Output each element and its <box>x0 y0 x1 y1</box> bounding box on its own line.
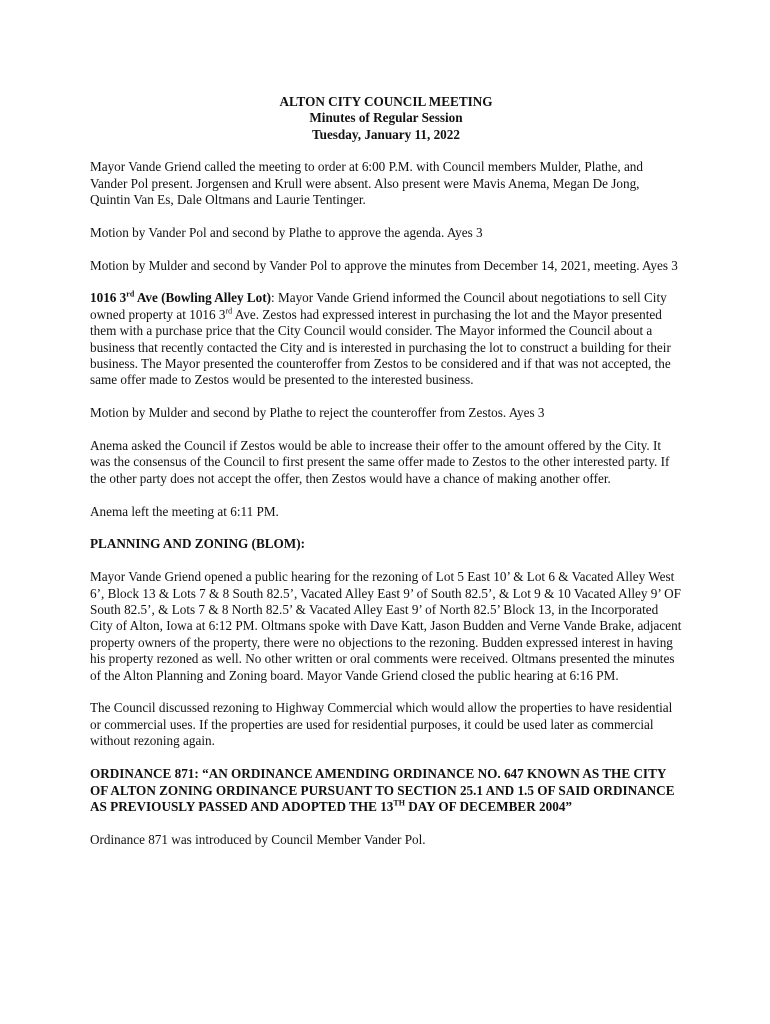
ordinance-871-heading: ORDINANCE 871: “AN ORDINANCE AMENDING ORDINANCE NO. 647 KNOWN AS THE CITY OF ALTON ZONING ORDINANCE PURSUANT TO SECTION 25.1 AND 1.5 OF SAID ORDINANCE AS PREVIOUSLY PASSED AND ADOPTED THE 13TH DAY OF DECEMBER 2004” <box>90 766 675 814</box>
agenda-motion-paragraph: Motion by Vander Pol and second by Plathe to approve the agenda. Ayes 3 <box>90 224 483 240</box>
public-hearing-paragraph: Mayor Vande Griend opened a public hearing for the rezoning of Lot 5 East 10’ & Lot 6 & Vacated Alley West 6’, Block 13 & Lots 7 & 8 South 82.5’, Vacated Alley East 9’ of South 82.5’, & Lot 9 & 10 Vacated Alley 9’ OF South 82.5’, & Lots 7 & 8 North 82.5’ & Vacated Alley East 9’ of North 82.5’ Block 13, in the Incorporated City of Alton, Iowa at 6:12 PM. Oltmans spoke with Dave Katt, Jason Budden and Verne Vande Brake, adjacent property owners of the property, there were no objections to the rezoning. Budden expressed interest in having his property rezoned as well. No other written or oral comments were received. Oltmans presented the minutes of the Alton Planning and Zoning board. Mayor Vande Griend closed the public hearing at 6:16 PM. <box>90 569 682 683</box>
anema-left-paragraph: Anema left the meeting at 6:11 PM. <box>90 503 279 519</box>
minutes-motion-paragraph: Motion by Mulder and second by Vander Pol to approve the minutes from December 14, 2021, meeting. Ayes 3 <box>90 257 678 273</box>
meeting-title: ALTON CITY COUNCIL MEETING <box>279 94 493 109</box>
reject-counteroffer-motion: Motion by Mulder and second by Plathe to reject the counteroffer from Zestos. Ayes 3 <box>90 405 545 421</box>
document-header <box>90 94 682 143</box>
ordinance-introduced-paragraph: Ordinance 871 was introduced by Council Member Vander Pol. <box>90 831 426 847</box>
session-subtitle: Minutes of Regular Session <box>309 110 463 126</box>
meeting-date: Tuesday, January 11, 2022 <box>312 126 460 142</box>
rezoning-discussion-paragraph: The Council discussed rezoning to Highway Commercial which would allow the properties to have residential or commercial uses. If the properties are used for residential purposes, it could be used later as commercial without rezoning again. <box>90 700 673 749</box>
call-to-order-paragraph: Mayor Vande Griend called the meeting to order at 6:00 P.M. with Council members Mulder, Plathe, and Vander Pol present. Jorgensen and Krull were absent. Also present were Mavis Anema, Megan De Jong, Quintin Van Es, Dale Oltmans and Laurie Tentinger. <box>90 159 643 208</box>
anema-question-paragraph: Anema asked the Council if Zestos would be able to increase their offer to the amount offered by the City. It was the consensus of the Council to first present the same offer made to Zestos to the other interested party. If the other party does not accept the offer, then Zestos would have a chance of making another offer. <box>90 438 670 486</box>
bowling-alley-lot-heading: 1016 3rd Ave (Bowling Alley Lot) <box>90 290 272 306</box>
bowling-alley-lot-paragraph: 1016 3rd Ave (Bowling Alley Lot): Mayor Vande Griend informed the Council about negotiations to sell City owned property at 1016 3rd Ave. Zestos had expressed interest in purchasing the lot and the Mayor presented them with a purchase price that the City Council would consider. The Mayor informed the Council about a business that recently contacted the City and is interested in purchasing the lot to construct a building for their business. The Mayor presented the counteroffer from Zestos to be considered and if that was not accepted, the same offer made to Zestos would be presented to the interested business. <box>90 290 671 388</box>
planning-zoning-heading: PLANNING AND ZONING (BLOM): <box>90 536 306 552</box>
document-page <box>90 94 682 865</box>
